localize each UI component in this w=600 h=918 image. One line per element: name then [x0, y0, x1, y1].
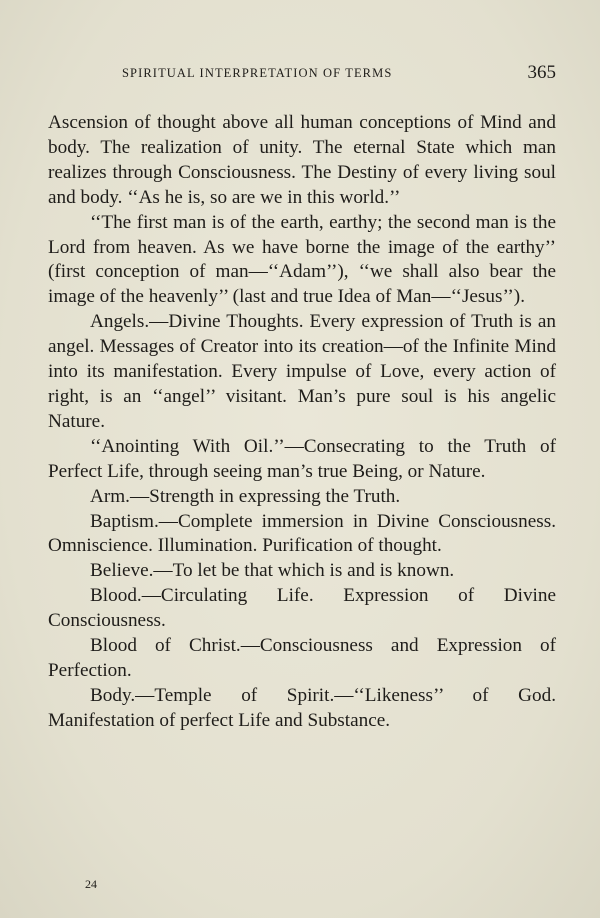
entry-anointing-with-oil: ‘‘Anointing With Oil.’’—Consecrating to the Truth of Perfect Life, through seeing man’s true Being, or Nature. — [48, 435, 556, 482]
entry-body: Body.—Temple of Spirit.—‘‘Likeness’’ of God. Manifestation of perfect Life and Substance. — [48, 684, 556, 731]
page-number: 365 — [527, 62, 556, 83]
page-header — [48, 62, 556, 86]
entry-angels: Angels.—Divine Thoughts. Every expression of Truth is an angel. Messages of Creator into its creation—of the Infinite Mind into its manifestation. Every impulse of Love, every action of right, is an ‘‘angel’’ visitant. Man’s pure soul is his angelic Nature. — [48, 311, 556, 432]
entry-blood: Blood.—Circulating Life. Expression of Divine Consciousness. — [48, 585, 556, 632]
paragraph-first-man: ‘‘The first man is of the earth, earthy; the second man is the Lord from heaven. As we have borne the image of the earthy’’ (first conception of man—‘‘Adam’’), ‘‘we shall also bear the image of the heavenly’’ (last and true Idea of Man—‘‘Jesus’’). — [48, 211, 556, 308]
body-text — [48, 111, 556, 734]
paragraph-ascension-continued: Ascension of thought above all human conceptions of Mind and body. The realization of unity. The eternal State which man realizes through Consciousness. The Destiny of every living soul and body. ‘‘As he is, so are we in this world.’’ — [48, 112, 556, 208]
running-title: SPIRITUAL INTERPRETATION OF TERMS — [122, 66, 393, 80]
signature-mark: 24 — [85, 877, 97, 891]
entry-arm: Arm.—Strength in expressing the Truth. — [90, 485, 401, 507]
entry-believe: Believe.—To let be that which is and is known. — [90, 560, 455, 582]
entry-baptism: Baptism.—Complete immersion in Divine Consciousness. Omniscience. Illumination. Purification of thought. — [48, 510, 556, 557]
entry-blood-of-christ: Blood of Christ.—Consciousness and Expression of Perfection. — [48, 635, 556, 681]
